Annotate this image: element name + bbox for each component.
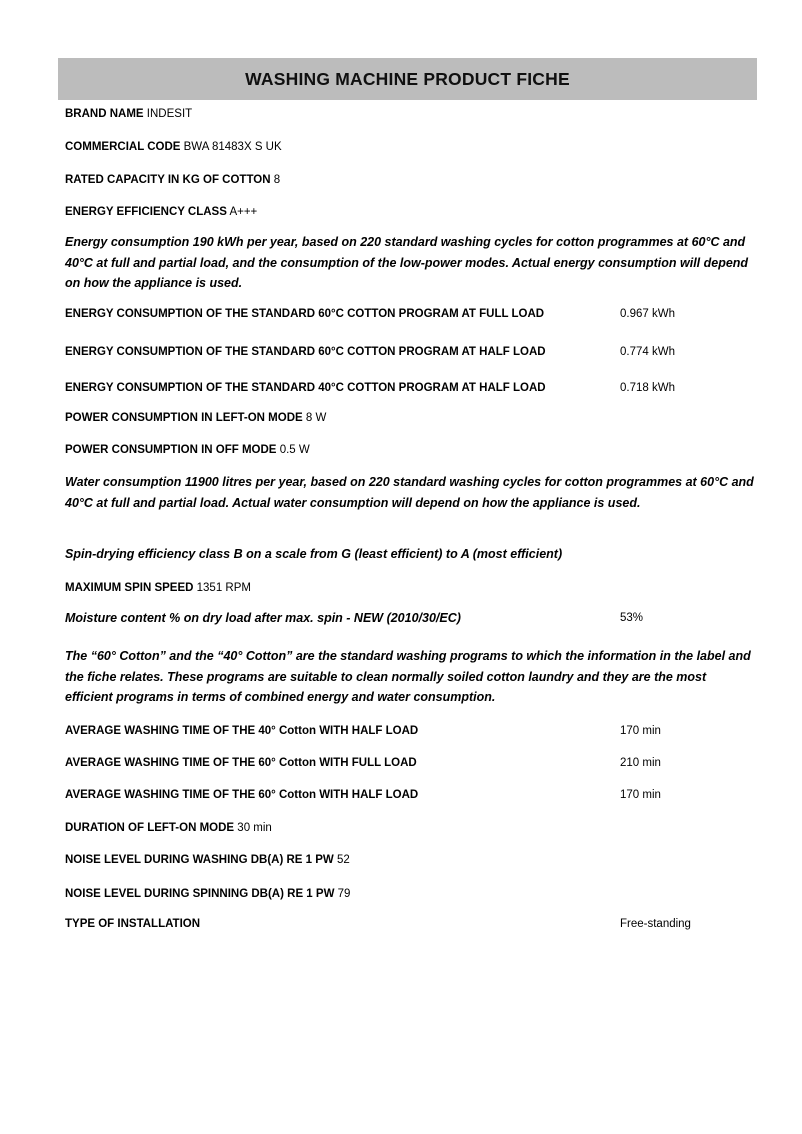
field-value: 52 <box>336 854 350 866</box>
field-value: 30 min <box>237 822 272 834</box>
field-energy-60-full-load <box>65 306 757 322</box>
field-power-off <box>65 442 757 458</box>
field-label: DURATION OF LEFT-ON MODE <box>65 822 235 834</box>
field-energy-60-half-load <box>65 344 757 360</box>
field-value: 0.718 kWh <box>620 382 675 394</box>
note-spin-drying-class: Spin-drying efficiency class B on a scale from G (least efficient) to A (most efficient) <box>65 547 563 561</box>
field-value: 0.967 kWh <box>620 308 675 320</box>
field-label: NOISE LEVEL DURING WASHING DB(A) RE 1 PW <box>65 854 334 866</box>
field-value: 170 min <box>620 789 661 801</box>
field-avg-time-40-half <box>65 723 757 739</box>
field-value: 0.5 W <box>279 444 310 456</box>
note-standard-cotton-programs: The “60° Cotton” and the “40° Cotton” are the standard washing programs to which the information in the label and the fiche relates. These programs are suitable to clean normally soiled cotton laundry and they are the most efficient programs in terms of combined energy and water consumption. <box>65 649 751 704</box>
field-label: ENERGY CONSUMPTION OF THE STANDARD 60°C COTTON PROGRAM AT FULL LOAD <box>65 308 545 320</box>
field-label: AVERAGE WASHING TIME OF THE 60° Cotton WITH HALF LOAD <box>65 789 419 801</box>
field-noise-spinning <box>65 886 757 902</box>
field-energy-40-half-load <box>65 380 757 396</box>
field-label: ENERGY CONSUMPTION OF THE STANDARD 40°C COTTON PROGRAM AT HALF LOAD <box>65 382 546 394</box>
field-brand-name <box>65 106 757 122</box>
field-label: ENERGY CONSUMPTION OF THE STANDARD 60°C COTTON PROGRAM AT HALF LOAD <box>65 346 546 358</box>
field-label: POWER CONSUMPTION IN LEFT-ON MODE <box>65 412 303 424</box>
field-duration-left-on <box>65 820 757 836</box>
field-value: 79 <box>337 888 351 900</box>
field-value: BWA 81483X S UK <box>183 141 282 153</box>
field-label: MAXIMUM SPIN SPEED <box>65 582 194 594</box>
field-value: 8 <box>273 174 281 186</box>
field-installation-type <box>65 916 757 932</box>
field-label: AVERAGE WASHING TIME OF THE 60° Cotton WITH FULL LOAD <box>65 757 417 769</box>
field-avg-time-60-full <box>65 755 757 771</box>
field-value: Free-standing <box>620 918 691 930</box>
page-title: WASHING MACHINE PRODUCT FICHE <box>245 69 570 89</box>
field-label: RATED CAPACITY IN KG OF COTTON <box>65 174 271 186</box>
field-moisture-content <box>65 610 757 627</box>
field-label: AVERAGE WASHING TIME OF THE 40° Cotton WITH HALF LOAD <box>65 725 419 737</box>
field-rated-capacity <box>65 172 757 188</box>
note-water-consumption: Water consumption 11900 litres per year, based on 220 standard washing cycles for cotton programmes at 60°C and 40°C at full and partial load. Actual water consumption will depend on how the appliance is used. <box>65 475 754 510</box>
field-label: NOISE LEVEL DURING SPINNING DB(A) RE 1 PW <box>65 888 335 900</box>
field-value: 1351 RPM <box>196 582 251 594</box>
header-bar <box>58 58 757 100</box>
field-value: INDESIT <box>146 108 193 120</box>
field-label: TYPE OF INSTALLATION <box>65 918 201 930</box>
field-value: 0.774 kWh <box>620 346 675 358</box>
field-value: 170 min <box>620 725 661 737</box>
note-energy-consumption: Energy consumption 190 kWh per year, based on 220 standard washing cycles for cotton programmes at 60°C and 40°C at full and partial load, and the consumption of the low-power modes. Actual energy consumption will depend on how the appliance is used. <box>65 235 749 290</box>
field-value: 8 W <box>305 412 327 424</box>
field-value: 53% <box>620 612 644 624</box>
field-energy-class <box>65 204 757 220</box>
field-label: POWER CONSUMPTION IN OFF MODE <box>65 444 277 456</box>
field-commercial-code <box>65 139 757 155</box>
field-label: ENERGY EFFICIENCY CLASS <box>65 206 227 218</box>
field-label: Moisture content % on dry load after max. spin - NEW (2010/30/EC) <box>65 611 461 625</box>
field-power-left-on <box>65 410 757 426</box>
field-value: A+++ <box>229 206 258 218</box>
field-max-spin-speed <box>65 580 757 596</box>
field-label: BRAND NAME <box>65 108 144 120</box>
field-noise-washing <box>65 852 757 868</box>
field-label: COMMERCIAL CODE <box>65 141 181 153</box>
field-value: 210 min <box>620 757 661 769</box>
field-avg-time-60-half <box>65 787 757 803</box>
